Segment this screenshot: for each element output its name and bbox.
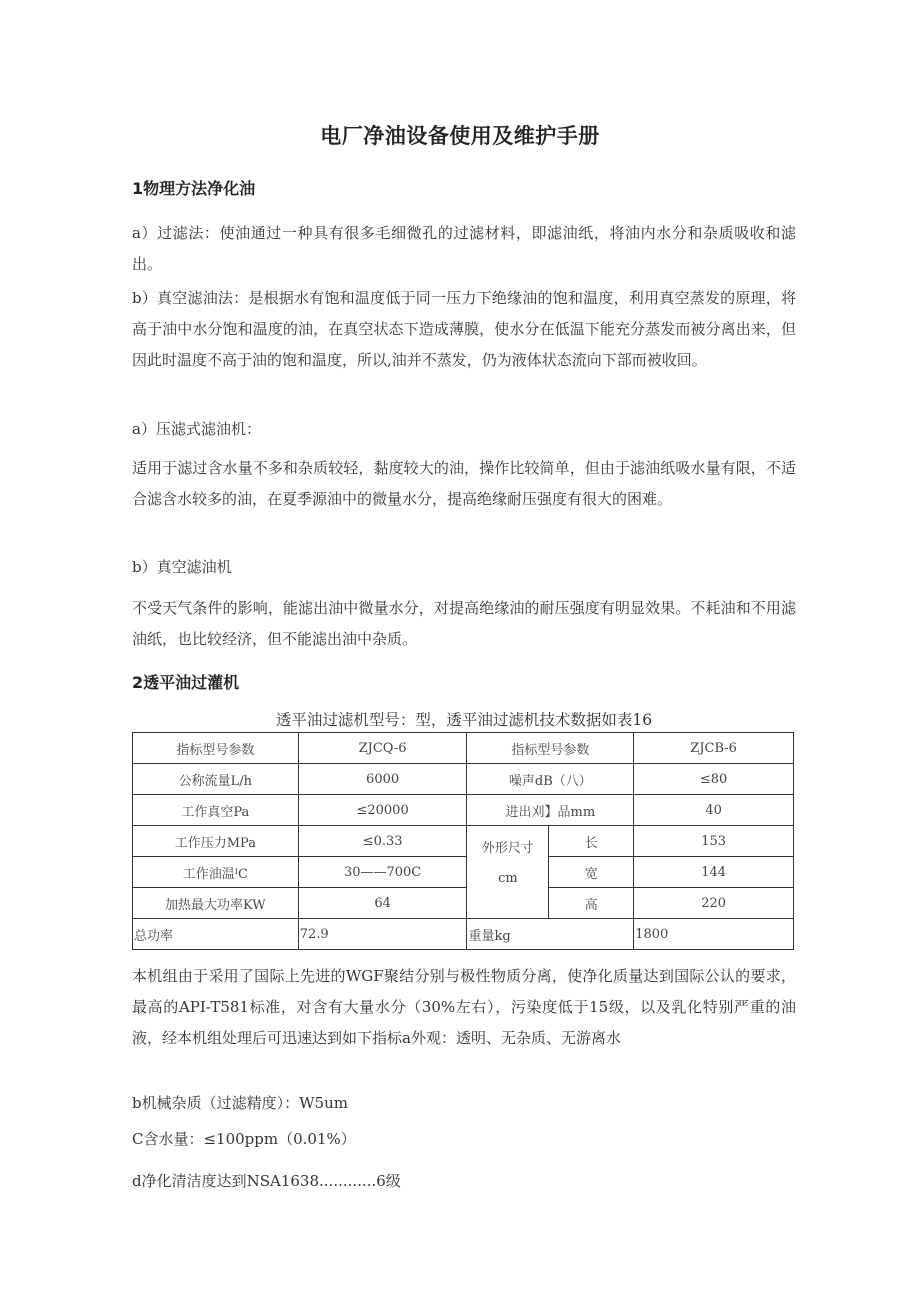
table-row <box>133 888 794 919</box>
table-cell: 总功率 <box>133 919 299 950</box>
table-cell: 加热最大功率KW <box>133 888 299 919</box>
table-cell: 高 <box>549 888 634 919</box>
table-cell: 噪声dB（八） <box>467 764 634 795</box>
page-title: 电厂净油设备使用及维护手册 <box>320 124 600 148</box>
paragraph-filtration: a）过滤法：使油通过一种具有很多毛细微孔的过滤材料，即滤油纸，将油内水分和杂质吸收和滤出。 <box>132 224 796 273</box>
table-row <box>133 733 794 764</box>
table-cell: 工作压力MPa <box>133 826 299 857</box>
section-2-heading: 2透平油过灌机 <box>132 673 240 692</box>
table-cell: 工作油温ᴵC <box>133 857 299 888</box>
table-row <box>133 857 794 888</box>
table-cell: 144 <box>634 857 794 888</box>
spec-table <box>132 732 794 950</box>
table-row <box>133 919 794 950</box>
dimensions-unit: cm <box>498 871 518 886</box>
table-cell: 工作真空Pa <box>133 795 299 826</box>
paragraph-unit-description: 本机组由于采用了国际上先进的WGF聚结分别与极性物质分离，使净化质量达到国际公认的要求，最高的API-T581标准，对含有大量水分（30%左右），污染度低于15级，以及乳化特别严重的油液，经本机组处理后可迅速达到如下指标a外观：透明、无杂质、无游离水 <box>132 967 796 1047</box>
table-cell: ≤20000 <box>298 795 467 826</box>
table-row <box>133 764 794 795</box>
table-cell: 153 <box>634 826 794 857</box>
table-cell: 1800 <box>634 919 794 950</box>
table-cell: 30——700C <box>298 857 467 888</box>
table-cell: 指标型号参数 <box>133 733 299 764</box>
table-cell: 64 <box>298 888 467 919</box>
spec-cleanliness: d净化清洁度达到NSA1638............6级 <box>132 1172 401 1190</box>
table-caption: 透平油过滤机型号：型，透平油过滤机技术数据如表16 <box>275 711 653 729</box>
subheading-press-filter: a）压滤式滤油机： <box>132 420 261 438</box>
table-cell-dimensions <box>467 826 549 919</box>
table-cell: 宽 <box>549 857 634 888</box>
table-cell: ZJCB-6 <box>634 733 794 764</box>
table-cell: 公称流量L/h <box>133 764 299 795</box>
paragraph-vacuum-filter: 不受天气条件的影响，能滤出油中微量水分，对提高绝缘油的耐压强度有明显效果。不耗油和不用滤油纸，也比较经济，但不能滤出油中杂质。 <box>132 599 796 648</box>
table-row <box>133 826 794 857</box>
table-cell: 220 <box>634 888 794 919</box>
table-cell: ZJCQ-6 <box>298 733 467 764</box>
paragraph-vacuum-filtration: b）真空滤油法：是根据水有饱和温度低于同一压力下绝缘油的饱和温度，利用真空蒸发的原理，将高于油中水分饱和温度的油，在真空状态下造成薄膜，使水分在低温下能充分蒸发而被分离出来，但因此时温度不高于油的饱和温度，所以,油并不蒸发，仍为液体状态流向下部而被收回。 <box>132 289 796 369</box>
subheading-vacuum-filter: b）真空滤油机 <box>132 558 232 576</box>
table-cell: ≤80 <box>634 764 794 795</box>
table-cell: 40 <box>634 795 794 826</box>
table-cell: 进出刈】品mm <box>467 795 634 826</box>
spec-water-content: C含水量：≤100ppm（0.01%） <box>132 1130 356 1148</box>
paragraph-press-filter: 适用于滤过含水量不多和杂质较轻，黏度较大的油，操作比较简单，但由于滤油纸吸水量有限，不适合滤含水较多的油，在夏季源油中的微量水分，提高绝缘耐压强度有很大的困难。 <box>132 459 796 508</box>
table-cell: ≤0.33 <box>298 826 467 857</box>
table-cell: 72.9 <box>298 919 467 950</box>
table-cell: 长 <box>549 826 634 857</box>
dimensions-label: 外形尺寸 <box>481 841 534 856</box>
table-cell: 指标型号参数 <box>467 733 634 764</box>
table-row <box>133 795 794 826</box>
spec-mechanical-impurities: b机械杂质（过滤精度）：W5um <box>132 1094 348 1112</box>
section-1-heading: 1物理方法净化油 <box>132 179 256 198</box>
table-cell: 6000 <box>298 764 467 795</box>
table-cell: 重量kg <box>467 919 634 950</box>
